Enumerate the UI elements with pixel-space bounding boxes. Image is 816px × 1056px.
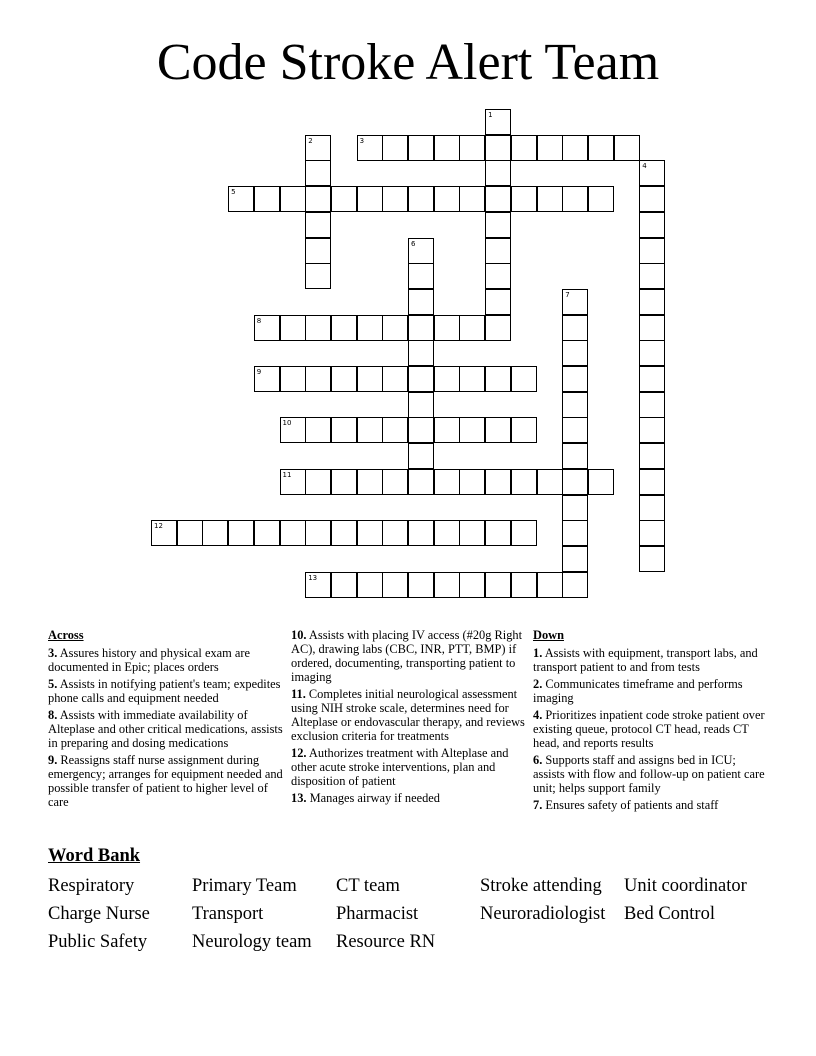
crossword-cell[interactable] [408, 366, 434, 392]
crossword-cell[interactable] [254, 315, 280, 341]
crossword-cell[interactable] [254, 366, 280, 392]
down-clues-column [533, 628, 765, 815]
crossword-cell[interactable] [639, 263, 665, 289]
crossword-cell[interactable] [357, 315, 383, 341]
crossword-cell[interactable] [485, 520, 511, 546]
crossword-cell[interactable] [485, 469, 511, 495]
crossword-cell[interactable] [434, 366, 460, 392]
crossword-cell[interactable] [408, 263, 434, 289]
crossword-cell[interactable] [357, 469, 383, 495]
word-bank-item: Bed Control [624, 904, 715, 924]
down-clue: 7. Ensures safety of patients and staff [533, 798, 719, 812]
crossword-cell[interactable] [228, 520, 254, 546]
crossword-cell[interactable] [408, 572, 434, 598]
crossword-cell[interactable] [562, 289, 588, 315]
crossword-cell[interactable] [639, 366, 665, 392]
word-bank-item: CT team [336, 876, 400, 896]
crossword-cell[interactable] [331, 520, 357, 546]
crossword-cell[interactable] [459, 186, 485, 212]
crossword-cell[interactable] [331, 469, 357, 495]
crossword-cell[interactable] [485, 186, 511, 212]
crossword-cell[interactable] [408, 392, 434, 418]
word-bank-item: Respiratory [48, 876, 135, 896]
crossword-cell[interactable] [562, 546, 588, 572]
crossword-cell[interactable] [485, 135, 511, 161]
crossword-cell[interactable] [357, 520, 383, 546]
crossword-cell[interactable] [562, 366, 588, 392]
crossword-cell[interactable] [639, 495, 665, 521]
down-clue: 6. Supports staff and assigns bed in ICU; assists with flow and follow-up on patient care unit; helps support family [533, 753, 765, 795]
crossword-cell[interactable] [485, 289, 511, 315]
crossword-cell[interactable] [382, 135, 408, 161]
crossword-cell[interactable] [639, 392, 665, 418]
crossword-cell[interactable] [562, 495, 588, 521]
crossword-cell[interactable] [280, 469, 306, 495]
across-clue: 3. Assures history and physical exam are documented in Epic; places orders [48, 646, 251, 674]
crossword-cell[interactable] [434, 315, 460, 341]
crossword-cell[interactable] [280, 366, 306, 392]
crossword-cell[interactable] [562, 340, 588, 366]
crossword-cell[interactable] [639, 340, 665, 366]
crossword-cell[interactable] [305, 263, 331, 289]
clue-number: 13 [308, 573, 318, 582]
crossword-cell[interactable] [511, 366, 537, 392]
crossword-cell[interactable] [562, 443, 588, 469]
crossword-cell[interactable] [434, 520, 460, 546]
crossword-cell[interactable] [202, 520, 228, 546]
word-bank-item: Charge Nurse [48, 904, 150, 924]
crossword-cell[interactable] [280, 315, 306, 341]
across-clue: 8. Assists with immediate availability of Alteplase and other critical medications, assists in preparing and dosing medications [48, 708, 283, 750]
crossword-cell[interactable] [459, 366, 485, 392]
crossword-cell[interactable] [177, 520, 203, 546]
crossword-cell[interactable] [280, 520, 306, 546]
across-clue: 5. Assists in notifying patient's team; expedites phone calls and equipment needed [48, 677, 281, 705]
crossword-cell[interactable] [408, 186, 434, 212]
down-clue: 2. Communicates timeframe and performs imaging [533, 677, 743, 705]
crossword-cell[interactable] [382, 469, 408, 495]
across-heading: Across [48, 628, 84, 642]
word-bank-item: Pharmacist [336, 904, 419, 924]
crossword-cell[interactable] [639, 520, 665, 546]
crossword-cell[interactable] [331, 572, 357, 598]
crossword-cell[interactable] [562, 520, 588, 546]
crossword-cell[interactable] [459, 315, 485, 341]
crossword-cell[interactable] [639, 417, 665, 443]
crossword-cell[interactable] [485, 212, 511, 238]
across-clues-column [48, 628, 286, 812]
crossword-cell[interactable] [562, 315, 588, 341]
crossword-cell[interactable] [511, 469, 537, 495]
word-bank-item: Primary Team [192, 876, 297, 896]
across-clue: 9. Reassigns staff nurse assignment during emergency; arranges for equipment needed and possible transfer of patient to higher level of care [48, 753, 283, 809]
crossword-cell[interactable] [408, 315, 434, 341]
crossword-cell[interactable] [639, 186, 665, 212]
clue-number: 11 [282, 470, 292, 479]
crossword-cell[interactable] [254, 186, 280, 212]
crossword-cell[interactable] [331, 186, 357, 212]
crossword-cell[interactable] [357, 186, 383, 212]
crossword-cell[interactable] [639, 160, 665, 186]
clue-number: 3 [359, 136, 365, 145]
crossword-cell[interactable] [588, 469, 614, 495]
crossword-cell[interactable] [459, 135, 485, 161]
crossword-cell[interactable] [459, 572, 485, 598]
down-heading: Down [533, 628, 564, 642]
crossword-cell[interactable] [305, 315, 331, 341]
crossword-cell[interactable] [639, 212, 665, 238]
crossword-cell[interactable] [151, 520, 177, 546]
crossword-cell[interactable] [614, 135, 640, 161]
word-bank-item: Neurology team [192, 932, 312, 952]
crossword-cell[interactable] [562, 417, 588, 443]
clue-number: 1 [488, 111, 493, 119]
crossword-cell[interactable] [639, 289, 665, 315]
crossword-cell[interactable] [562, 135, 588, 161]
crossword-cell[interactable] [305, 469, 331, 495]
crossword-cell[interactable] [459, 417, 485, 443]
crossword-cell[interactable] [305, 417, 331, 443]
crossword-cell[interactable] [485, 238, 511, 264]
crossword-cell[interactable] [331, 417, 357, 443]
crossword-cell[interactable] [408, 520, 434, 546]
clue-number: 9 [256, 368, 262, 376]
crossword-cell[interactable] [305, 238, 331, 264]
crossword-cell[interactable] [305, 135, 331, 161]
word-bank-item: Stroke attending [480, 876, 602, 896]
crossword-cell[interactable] [537, 186, 563, 212]
crossword-cell[interactable] [511, 186, 537, 212]
crossword-cell[interactable] [280, 186, 306, 212]
crossword-cell[interactable] [382, 417, 408, 443]
crossword-cell[interactable] [434, 417, 460, 443]
across-clue: 12. Authorizes treatment with Alteplase and other acute stroke interventions, plan and disposition of patient [291, 746, 509, 788]
crossword-cell[interactable] [485, 263, 511, 289]
crossword-cell[interactable] [485, 417, 511, 443]
across-clue: 10. Assists with placing IV access (#20g Right AC), drawing labs (CBC, INR, PTT, BMP) if ordered, documenting, transporting patient to imaging [291, 628, 523, 684]
clue-number: 10 [282, 419, 292, 428]
across-clues-column-2 [291, 628, 529, 808]
crossword-cell[interactable] [305, 160, 331, 186]
crossword-cell[interactable] [357, 417, 383, 443]
crossword-cell[interactable] [408, 340, 434, 366]
clue-number: 12 [154, 522, 163, 531]
crossword-cell[interactable] [382, 315, 408, 341]
crossword-cell[interactable] [408, 469, 434, 495]
crossword-cell[interactable] [408, 443, 434, 469]
crossword-cell[interactable] [382, 572, 408, 598]
crossword-cell[interactable] [639, 546, 665, 572]
down-clue: 1. Assists with equipment, transport labs, and transport patient to and from tests [533, 646, 758, 674]
clue-number: 8 [256, 316, 262, 325]
crossword-cell[interactable] [408, 289, 434, 315]
word-bank-item: Transport [192, 904, 264, 924]
crossword-cell[interactable] [511, 417, 537, 443]
crossword-cell[interactable] [357, 135, 383, 161]
crossword-cell[interactable] [459, 520, 485, 546]
word-bank-item: Unit coordinator [624, 876, 747, 896]
crossword-cell[interactable] [254, 520, 280, 546]
crossword-cell[interactable] [639, 238, 665, 264]
crossword-cell[interactable] [562, 572, 588, 598]
crossword-cell[interactable] [537, 572, 563, 598]
word-bank-item: Resource RN [336, 932, 436, 952]
crossword-cell[interactable] [485, 109, 511, 135]
crossword-cell[interactable] [537, 469, 563, 495]
crossword-cell[interactable] [228, 186, 254, 212]
crossword-cell[interactable] [485, 315, 511, 341]
crossword-cell[interactable] [485, 366, 511, 392]
crossword-cell[interactable] [280, 417, 306, 443]
clue-number: 5 [231, 188, 236, 197]
crossword-cell[interactable] [588, 135, 614, 161]
clue-number: 6 [411, 239, 416, 248]
crossword-cell[interactable] [485, 572, 511, 598]
across-clue: 13. Manages airway if needed [291, 791, 440, 805]
crossword-cell[interactable] [357, 366, 383, 392]
crossword-cell[interactable] [485, 160, 511, 186]
crossword-cell[interactable] [459, 469, 485, 495]
crossword-cell[interactable] [434, 572, 460, 598]
crossword-cell[interactable] [511, 135, 537, 161]
crossword-cell[interactable] [305, 186, 331, 212]
crossword-cell[interactable] [382, 520, 408, 546]
word-bank-heading: Word Bank [48, 846, 141, 866]
crossword-cell[interactable] [305, 520, 331, 546]
crossword-cell[interactable] [434, 135, 460, 161]
crossword-cell[interactable] [382, 186, 408, 212]
crossword-cell[interactable] [639, 315, 665, 341]
crossword-cell[interactable] [305, 572, 331, 598]
crossword-cell[interactable] [408, 238, 434, 264]
crossword-cell[interactable] [434, 469, 460, 495]
crossword-cell[interactable] [562, 469, 588, 495]
crossword-cell[interactable] [562, 186, 588, 212]
crossword-cell[interactable] [331, 315, 357, 341]
crossword-cell[interactable] [537, 135, 563, 161]
clue-number: 7 [565, 290, 570, 299]
crossword-cell[interactable] [408, 135, 434, 161]
down-clue: 4. Prioritizes inpatient code stroke patient over existing queue, protocol CT head, reads CT head, and reports results [533, 708, 765, 750]
clue-number: 2 [308, 136, 313, 145]
crossword-cell[interactable] [562, 392, 588, 418]
across-clue: 11. Completes initial neurological assessment using NIH stroke scale, determines need for Alteplase or endovascular therapy, and reviews exclusion criteria for treatments [291, 687, 525, 743]
crossword-cell[interactable] [382, 366, 408, 392]
crossword-cell[interactable] [511, 572, 537, 598]
crossword-cell[interactable] [305, 366, 331, 392]
word-bank-item: Public Safety [48, 932, 148, 952]
crossword-cell[interactable] [639, 469, 665, 495]
crossword-cell[interactable] [331, 366, 357, 392]
word-bank-item: Neuroradiologist [480, 904, 606, 924]
crossword-cell[interactable] [588, 186, 614, 212]
puzzle-title: Code Stroke Alert Team [156, 34, 660, 91]
crossword-cell[interactable] [639, 443, 665, 469]
clue-number: 4 [642, 162, 647, 171]
crossword-cell[interactable] [357, 572, 383, 598]
crossword-cell[interactable] [408, 417, 434, 443]
crossword-cell[interactable] [434, 186, 460, 212]
crossword-cell[interactable] [305, 212, 331, 238]
crossword-cell[interactable] [511, 520, 537, 546]
